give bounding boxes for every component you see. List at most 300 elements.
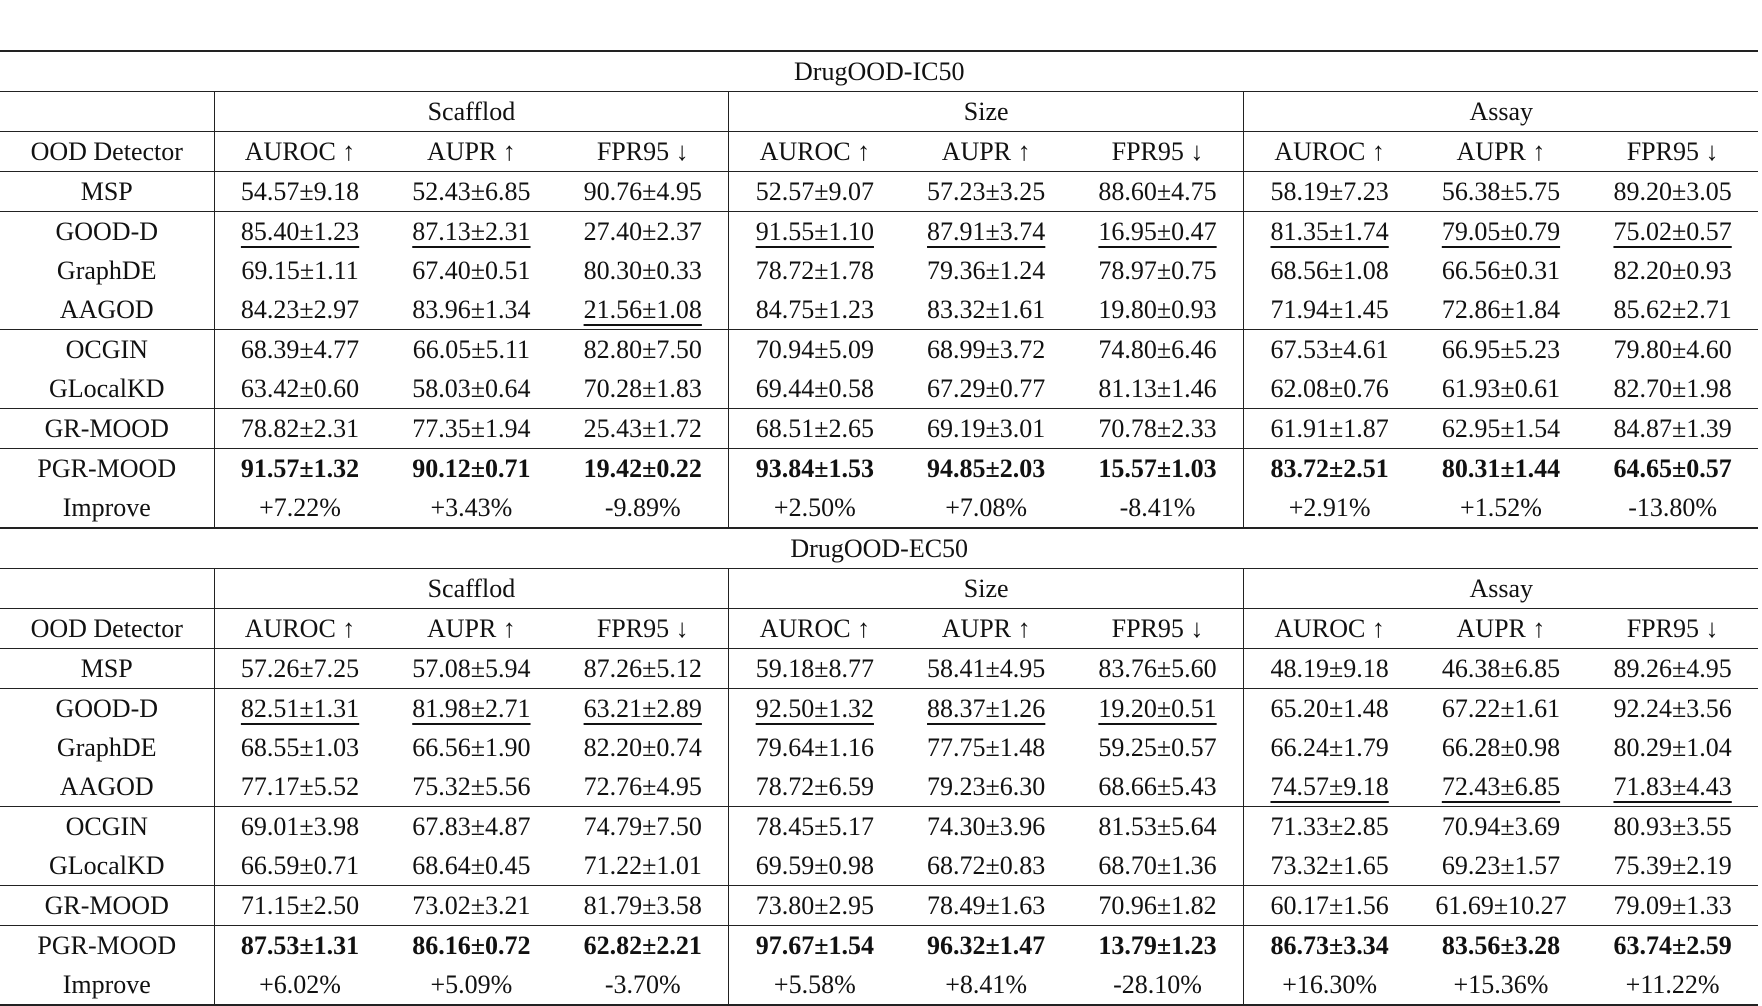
metric-value: 80.31±1.44 bbox=[1441, 454, 1561, 483]
metric-value: 69.44±0.58 bbox=[755, 374, 874, 403]
metric-header: FPR95 ↓ bbox=[557, 609, 729, 649]
metric-header: FPR95 ↓ bbox=[1072, 609, 1244, 649]
metric-value: 68.70±1.36 bbox=[1098, 851, 1217, 880]
metric-value: 70.94±3.69 bbox=[1441, 812, 1561, 841]
metric-cell bbox=[386, 767, 558, 807]
metric-cell bbox=[900, 649, 1072, 689]
method-name: OCGIN bbox=[65, 812, 148, 841]
metric-header: FPR95 ↓ bbox=[1587, 609, 1759, 649]
metric-value: 83.32±1.61 bbox=[927, 295, 1046, 324]
block-title: DrugOOD-EC50 bbox=[0, 528, 1758, 569]
metric-cell bbox=[1587, 330, 1759, 370]
method-name: GraphDE bbox=[56, 256, 157, 285]
table-row bbox=[0, 649, 1758, 689]
metric-cell bbox=[1244, 807, 1416, 847]
metric-value: 81.79±3.58 bbox=[583, 891, 702, 920]
metric-cell bbox=[729, 409, 901, 449]
metric-value: +7.22% bbox=[259, 493, 341, 522]
metric-cell bbox=[1072, 689, 1244, 729]
metric-cell bbox=[214, 488, 386, 528]
metric-value: 79.36±1.24 bbox=[927, 256, 1046, 285]
metric-value: 79.09±1.33 bbox=[1613, 891, 1732, 920]
metric-cell bbox=[557, 449, 729, 489]
metric-cell bbox=[557, 728, 729, 767]
metric-cell bbox=[729, 689, 901, 729]
metric-header: AUROC ↑ bbox=[729, 609, 901, 649]
metric-cell bbox=[729, 728, 901, 767]
metric-header: FPR95 ↓ bbox=[1072, 132, 1244, 172]
metric-cell bbox=[214, 212, 386, 252]
metric-cell bbox=[386, 212, 558, 252]
metric-value: +3.43% bbox=[430, 493, 513, 522]
group-header: Scafflod bbox=[214, 569, 729, 609]
metric-cell bbox=[1072, 965, 1244, 1005]
metric-value: 71.22±1.01 bbox=[583, 851, 702, 880]
metric-cell bbox=[1587, 212, 1759, 252]
metric-cell bbox=[386, 251, 558, 290]
metric-value: 66.28±0.98 bbox=[1441, 733, 1561, 762]
metric-cell bbox=[1244, 649, 1416, 689]
metric-value: 63.21±2.89 bbox=[583, 694, 702, 723]
metric-value: 84.87±1.39 bbox=[1613, 414, 1732, 443]
table-row bbox=[0, 409, 1758, 449]
metric-cell bbox=[1072, 330, 1244, 370]
method-name: GLocalKD bbox=[0, 369, 214, 409]
metric-cell bbox=[214, 290, 386, 330]
metric-cell bbox=[729, 807, 901, 847]
metric-cell bbox=[1072, 409, 1244, 449]
metric-cell bbox=[214, 846, 386, 886]
metric-cell bbox=[1587, 172, 1759, 212]
metric-cell bbox=[900, 728, 1072, 767]
metric-cell bbox=[1244, 251, 1416, 290]
method-name: Improve bbox=[0, 488, 214, 528]
detector-header: OOD Detector bbox=[0, 609, 214, 649]
metric-cell bbox=[1244, 212, 1416, 252]
metric-value: 77.17±5.52 bbox=[240, 772, 360, 801]
metric-value: 67.83±4.87 bbox=[412, 812, 531, 841]
metric-cell bbox=[214, 926, 386, 966]
metric-value: 82.20±0.74 bbox=[583, 733, 702, 762]
metric-value: 52.43±6.85 bbox=[412, 177, 531, 206]
metric-cell bbox=[557, 172, 729, 212]
metric-value: 92.24±3.56 bbox=[1613, 694, 1732, 723]
metric-value: 73.02±3.21 bbox=[412, 891, 531, 920]
metric-value: +5.09% bbox=[430, 970, 513, 999]
metric-value: 57.26±7.25 bbox=[240, 654, 360, 683]
metric-value: 79.23±6.30 bbox=[927, 772, 1046, 801]
metric-value: 81.98±2.71 bbox=[412, 694, 531, 723]
metric-cell bbox=[729, 886, 901, 926]
metric-value: 69.19±3.01 bbox=[927, 414, 1046, 443]
metric-value: 78.72±1.78 bbox=[755, 256, 874, 285]
metric-value: 61.91±1.87 bbox=[1270, 414, 1389, 443]
metric-cell bbox=[729, 767, 901, 807]
metric-cell bbox=[1072, 807, 1244, 847]
metric-value: 73.32±1.65 bbox=[1270, 851, 1389, 880]
metric-value: 85.62±2.71 bbox=[1613, 295, 1732, 324]
metric-cell bbox=[900, 330, 1072, 370]
metric-cell bbox=[1415, 926, 1587, 966]
metric-value: 48.19±9.18 bbox=[1270, 654, 1389, 683]
metric-value: 77.75±1.48 bbox=[927, 733, 1046, 762]
metric-value: 13.79±1.23 bbox=[1098, 931, 1217, 960]
table-row bbox=[0, 807, 1758, 847]
metric-cell bbox=[1244, 488, 1416, 528]
metric-value: 82.80±7.50 bbox=[583, 335, 702, 364]
metric-value: 79.05±0.79 bbox=[1441, 217, 1561, 246]
metric-cell bbox=[1072, 290, 1244, 330]
metric-cell bbox=[1072, 926, 1244, 966]
metric-cell bbox=[1244, 965, 1416, 1005]
metric-value: 61.93±0.61 bbox=[1441, 374, 1561, 403]
metric-cell bbox=[1072, 649, 1244, 689]
metric-cell bbox=[1072, 369, 1244, 409]
metric-value: +8.41% bbox=[945, 970, 1028, 999]
metric-value: 74.79±7.50 bbox=[583, 812, 702, 841]
metric-cell bbox=[386, 649, 558, 689]
metric-value: 93.84±1.53 bbox=[755, 454, 874, 483]
metric-value: 71.94±1.45 bbox=[1270, 295, 1389, 324]
metric-header: AUPR ↑ bbox=[900, 609, 1072, 649]
metric-cell bbox=[900, 172, 1072, 212]
metric-value: 74.57±9.18 bbox=[1270, 772, 1389, 801]
metric-value: 15.57±1.03 bbox=[1098, 454, 1217, 483]
metric-cell bbox=[1244, 369, 1416, 409]
metric-value: 67.22±1.61 bbox=[1441, 694, 1561, 723]
metric-value: 59.18±8.77 bbox=[755, 654, 874, 683]
metric-cell bbox=[1415, 767, 1587, 807]
metric-cell bbox=[729, 488, 901, 528]
metric-cell bbox=[386, 689, 558, 729]
metric-value: 58.03±0.64 bbox=[412, 374, 531, 403]
metric-header: AUROC ↑ bbox=[1244, 609, 1416, 649]
metric-header: AUPR ↑ bbox=[386, 132, 558, 172]
group-header: Assay bbox=[1244, 569, 1759, 609]
metric-value: 84.75±1.23 bbox=[755, 295, 874, 324]
metric-value: 19.80±0.93 bbox=[1098, 295, 1217, 324]
metric-cell bbox=[1244, 449, 1416, 489]
metric-value: 91.55±1.10 bbox=[755, 217, 874, 246]
metric-cell bbox=[729, 449, 901, 489]
method-name: GOOD-D bbox=[55, 694, 159, 723]
metric-header: AUPR ↑ bbox=[1415, 132, 1587, 172]
metric-value: 63.42±0.60 bbox=[240, 374, 360, 403]
method-name: GR-MOOD bbox=[0, 409, 214, 449]
metric-cell bbox=[729, 649, 901, 689]
metric-value: 25.43±1.72 bbox=[583, 414, 702, 443]
metric-value: 59.25±0.57 bbox=[1098, 733, 1217, 762]
metric-value: 62.82±2.21 bbox=[583, 931, 702, 960]
metric-cell bbox=[1244, 846, 1416, 886]
metric-value: 65.20±1.48 bbox=[1270, 694, 1389, 723]
metric-cell bbox=[1587, 807, 1759, 847]
metric-cell bbox=[214, 330, 386, 370]
metric-cell bbox=[729, 172, 901, 212]
metric-cell bbox=[1587, 846, 1759, 886]
metric-value: +7.08% bbox=[945, 493, 1028, 522]
metric-cell bbox=[729, 926, 901, 966]
metric-cell bbox=[386, 409, 558, 449]
metric-cell bbox=[1587, 728, 1759, 767]
metric-value: 61.69±10.27 bbox=[1435, 891, 1567, 920]
metric-value: 92.50±1.32 bbox=[755, 694, 874, 723]
metric-value: 73.80±2.95 bbox=[755, 891, 874, 920]
metric-value: 71.83±4.43 bbox=[1613, 772, 1732, 801]
metric-value: 81.35±1.74 bbox=[1270, 217, 1389, 246]
metric-cell bbox=[729, 965, 901, 1005]
metric-cell bbox=[1244, 290, 1416, 330]
metric-cell bbox=[900, 409, 1072, 449]
group-header: Assay bbox=[1244, 92, 1759, 132]
metric-header: AUPR ↑ bbox=[900, 132, 1072, 172]
metric-cell bbox=[1244, 886, 1416, 926]
metric-cell bbox=[1072, 172, 1244, 212]
metric-value: 94.85±2.03 bbox=[927, 454, 1046, 483]
metric-cell bbox=[900, 488, 1072, 528]
metric-value: 87.13±2.31 bbox=[412, 217, 531, 246]
metric-cell bbox=[214, 767, 386, 807]
block-title-row bbox=[0, 51, 1758, 92]
metric-value: 80.30±0.33 bbox=[583, 256, 702, 285]
metric-cell bbox=[1415, 649, 1587, 689]
metric-value: 69.23±1.57 bbox=[1441, 851, 1561, 880]
metric-value: 91.57±1.32 bbox=[240, 454, 360, 483]
metric-cell bbox=[900, 965, 1072, 1005]
metric-value: 66.05±5.11 bbox=[412, 335, 531, 364]
metric-value: 69.15±1.11 bbox=[241, 256, 359, 285]
metric-cell bbox=[729, 212, 901, 252]
metric-cell bbox=[214, 449, 386, 489]
metric-value: 81.13±1.46 bbox=[1098, 374, 1217, 403]
metric-header-row bbox=[0, 609, 1758, 649]
metric-value: 19.20±0.51 bbox=[1098, 694, 1217, 723]
metric-header-row bbox=[0, 132, 1758, 172]
metric-value: 68.51±2.65 bbox=[755, 414, 874, 443]
metric-value: 66.56±0.31 bbox=[1441, 256, 1561, 285]
metric-cell bbox=[557, 369, 729, 409]
metric-header: AUROC ↑ bbox=[214, 132, 386, 172]
method-name: PGR-MOOD bbox=[37, 454, 177, 483]
metric-cell bbox=[557, 767, 729, 807]
metric-cell bbox=[1587, 449, 1759, 489]
metric-value: 70.96±1.82 bbox=[1098, 891, 1217, 920]
metric-value: 78.97±0.75 bbox=[1098, 256, 1217, 285]
metric-header: AUPR ↑ bbox=[386, 609, 558, 649]
metric-cell bbox=[386, 488, 558, 528]
metric-value: 68.99±3.72 bbox=[927, 335, 1046, 364]
metric-value: 69.01±3.98 bbox=[240, 812, 360, 841]
metric-cell bbox=[729, 330, 901, 370]
metric-value: 68.39±4.77 bbox=[240, 335, 360, 364]
metric-value: 69.59±0.98 bbox=[755, 851, 874, 880]
table-row bbox=[0, 689, 1758, 729]
method-name: MSP bbox=[0, 649, 214, 689]
metric-cell bbox=[729, 846, 901, 886]
table-row bbox=[0, 212, 1758, 252]
metric-cell bbox=[1244, 926, 1416, 966]
metric-cell bbox=[1244, 689, 1416, 729]
metric-header: AUROC ↑ bbox=[214, 609, 386, 649]
metric-cell bbox=[386, 846, 558, 886]
block-title-row bbox=[0, 528, 1758, 569]
metric-value: 75.39±2.19 bbox=[1613, 851, 1732, 880]
metric-value: 70.28±1.83 bbox=[583, 374, 702, 403]
metric-cell bbox=[214, 649, 386, 689]
metric-value: 70.94±5.09 bbox=[755, 335, 874, 364]
metric-cell bbox=[1587, 369, 1759, 409]
metric-value: 83.56±3.28 bbox=[1441, 931, 1561, 960]
metric-cell bbox=[900, 846, 1072, 886]
metric-value: +16.30% bbox=[1282, 970, 1378, 999]
metric-value: 16.95±0.47 bbox=[1098, 217, 1217, 246]
metric-cell bbox=[1415, 330, 1587, 370]
metric-value: 82.70±1.98 bbox=[1613, 374, 1732, 403]
metric-header: AUROC ↑ bbox=[1244, 132, 1416, 172]
table-row bbox=[0, 886, 1758, 926]
table-row bbox=[0, 846, 1758, 886]
metric-header: AUROC ↑ bbox=[729, 132, 901, 172]
metric-cell bbox=[1244, 172, 1416, 212]
metric-cell bbox=[900, 212, 1072, 252]
metric-value: 75.02±0.57 bbox=[1613, 217, 1732, 246]
metric-value: 78.49±1.63 bbox=[927, 891, 1046, 920]
metric-cell bbox=[557, 965, 729, 1005]
metric-value: 67.40±0.51 bbox=[412, 256, 531, 285]
group-header-row bbox=[0, 92, 1758, 132]
method-name: GLocalKD bbox=[0, 846, 214, 886]
metric-value: 52.57±9.07 bbox=[755, 177, 874, 206]
metric-cell bbox=[1587, 886, 1759, 926]
metric-cell bbox=[900, 251, 1072, 290]
metric-cell bbox=[214, 409, 386, 449]
method-name: GOOD-D bbox=[55, 217, 159, 246]
metric-cell bbox=[900, 886, 1072, 926]
detector-header: OOD Detector bbox=[0, 132, 214, 172]
metric-cell bbox=[386, 290, 558, 330]
metric-value: 82.20±0.93 bbox=[1613, 256, 1732, 285]
method-name: Improve bbox=[0, 965, 214, 1005]
metric-cell bbox=[729, 369, 901, 409]
metric-value: 86.73±3.34 bbox=[1270, 931, 1389, 960]
metric-cell bbox=[1415, 488, 1587, 528]
metric-value: 86.16±0.72 bbox=[412, 931, 531, 960]
method-name: OCGIN bbox=[65, 335, 148, 364]
table-row bbox=[0, 965, 1758, 1005]
metric-cell bbox=[1587, 649, 1759, 689]
metric-cell bbox=[1415, 212, 1587, 252]
metric-value: 90.12±0.71 bbox=[412, 454, 531, 483]
metric-cell bbox=[1415, 409, 1587, 449]
metric-value: 82.51±1.31 bbox=[240, 694, 360, 723]
metric-value: 80.93±3.55 bbox=[1613, 812, 1732, 841]
metric-cell bbox=[1415, 689, 1587, 729]
metric-cell bbox=[386, 330, 558, 370]
metric-cell bbox=[1072, 846, 1244, 886]
metric-cell bbox=[900, 807, 1072, 847]
empty-cell bbox=[0, 92, 214, 132]
metric-cell bbox=[557, 212, 729, 252]
group-header: Size bbox=[729, 92, 1244, 132]
metric-cell bbox=[1244, 409, 1416, 449]
metric-cell bbox=[386, 807, 558, 847]
metric-value: 78.45±5.17 bbox=[755, 812, 874, 841]
metric-value: 68.55±1.03 bbox=[240, 733, 360, 762]
metric-value: 83.72±2.51 bbox=[1270, 454, 1389, 483]
metric-cell bbox=[214, 172, 386, 212]
table-row bbox=[0, 172, 1758, 212]
metric-value: 83.96±1.34 bbox=[412, 295, 531, 324]
metric-cell bbox=[900, 689, 1072, 729]
metric-value: 97.67±1.54 bbox=[755, 931, 874, 960]
metric-value: 90.76±4.95 bbox=[583, 177, 702, 206]
metric-value: 46.38±6.85 bbox=[1441, 654, 1561, 683]
metric-cell bbox=[1415, 290, 1587, 330]
metric-value: 89.20±3.05 bbox=[1613, 177, 1732, 206]
table-row bbox=[0, 251, 1758, 290]
metric-cell bbox=[214, 728, 386, 767]
metric-value: 75.32±5.56 bbox=[412, 772, 531, 801]
metric-cell bbox=[214, 251, 386, 290]
metric-value: 60.17±1.56 bbox=[1270, 891, 1389, 920]
metric-value: 71.33±2.85 bbox=[1270, 812, 1389, 841]
metric-cell bbox=[1072, 728, 1244, 767]
table-row bbox=[0, 449, 1758, 489]
metric-cell bbox=[1244, 728, 1416, 767]
metric-value: 66.56±1.90 bbox=[412, 733, 531, 762]
metric-value: 68.66±5.43 bbox=[1098, 772, 1217, 801]
metric-cell bbox=[900, 369, 1072, 409]
metric-cell bbox=[1587, 290, 1759, 330]
metric-cell bbox=[557, 926, 729, 966]
metric-cell bbox=[1415, 251, 1587, 290]
metric-value: 63.74±2.59 bbox=[1613, 931, 1732, 960]
metric-value: 67.53±4.61 bbox=[1270, 335, 1389, 364]
metric-cell bbox=[1072, 449, 1244, 489]
metric-cell bbox=[1415, 965, 1587, 1005]
metric-value: 58.41±4.95 bbox=[927, 654, 1046, 683]
metric-cell bbox=[386, 926, 558, 966]
metric-value: 83.76±5.60 bbox=[1098, 654, 1217, 683]
metric-value: 19.42±0.22 bbox=[583, 454, 702, 483]
metric-cell bbox=[1415, 449, 1587, 489]
metric-value: +2.91% bbox=[1288, 493, 1371, 522]
metric-cell bbox=[557, 409, 729, 449]
metric-cell bbox=[900, 290, 1072, 330]
metric-value: 80.29±1.04 bbox=[1613, 733, 1732, 762]
metric-value: +6.02% bbox=[259, 970, 341, 999]
table-row bbox=[0, 290, 1758, 330]
metric-header: FPR95 ↓ bbox=[557, 132, 729, 172]
metric-cell bbox=[557, 649, 729, 689]
block-title: DrugOOD-IC50 bbox=[0, 51, 1758, 92]
metric-value: 85.40±1.23 bbox=[240, 217, 360, 246]
metric-cell bbox=[1415, 172, 1587, 212]
metric-value: 89.26±4.95 bbox=[1613, 654, 1732, 683]
metric-value: 57.23±3.25 bbox=[927, 177, 1046, 206]
metric-value: 71.15±2.50 bbox=[240, 891, 360, 920]
group-header-row bbox=[0, 569, 1758, 609]
method-name: GraphDE bbox=[56, 733, 157, 762]
metric-value: 81.53±5.64 bbox=[1098, 812, 1217, 841]
metric-cell bbox=[557, 846, 729, 886]
metric-cell bbox=[1587, 965, 1759, 1005]
group-header: Scafflod bbox=[214, 92, 729, 132]
metric-value: 27.40±2.37 bbox=[583, 217, 702, 246]
metric-cell bbox=[729, 251, 901, 290]
metric-cell bbox=[557, 290, 729, 330]
metric-cell bbox=[1587, 926, 1759, 966]
